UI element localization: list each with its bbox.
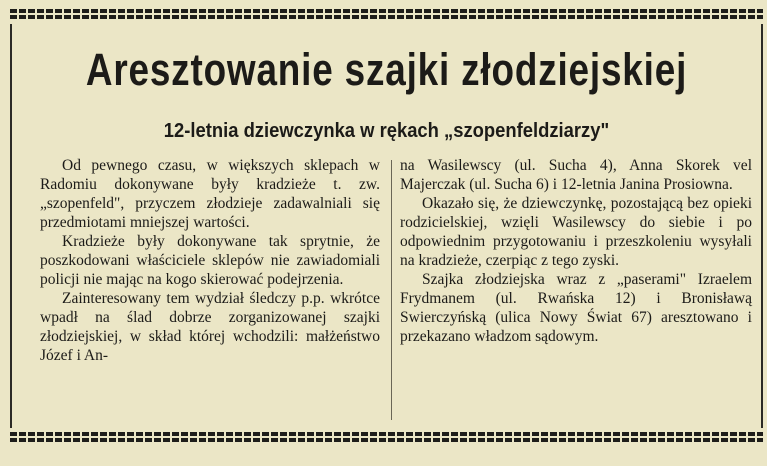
paragraph: Szajka złodziejska wraz z „paserami" Izraelem Frydmanem (ul. Rwańska 12) i Bronisławą Swierczyńską (ulica Nowy Świat 67) aresztowano i przekazano władzom sądowym. bbox=[400, 271, 752, 345]
article-headline: Aresztowanie szajki złodziejskiej bbox=[85, 44, 688, 95]
article-subheadline: 12-letnia dziewczynka w rękach „szopenfeldziarzy" bbox=[163, 120, 610, 142]
paragraph: Okazało się, że dziewczynkę, pozostającą bez opieki rodzicielskiej, wzięli Wasilewscy do siebie i po odpowiednim przygotowaniu i przeszkoleniu wysyłali na kradzieże, czerpiąc z tego zyski. bbox=[400, 195, 752, 269]
right-text-column bbox=[400, 156, 752, 346]
left-text-column bbox=[40, 156, 380, 365]
paragraph: na Wasilewscy (ul. Sucha 4), Anna Skorek vel Majerczak (ul. Sucha 6) i 12-letnia Janina Prosiowna. bbox=[400, 157, 752, 193]
paragraph: Zainteresowany tem wydział śledczy p.p. wkrótce wpadł na ślad dobrze zorganizowanej szajki złodziejskiej, w skład której wchodzili: małżeństwo Józef i An- bbox=[40, 290, 380, 364]
column-divider bbox=[391, 160, 392, 420]
paragraph: Kradzieże były dokonywane tak sprytnie, że poszkodowani właściciele sklepów nie zawiadomiali policji nie mając na kogo skierować podejrzenia. bbox=[40, 233, 380, 288]
paragraph: Od pewnego czasu, w większych sklepach w Radomiu dokonywane były kradzieże t. zw. „szopenfeld", przyczem złodzieje zadawalniali się przedmiotami mniejszej wartości. bbox=[40, 157, 380, 231]
bottom-border-rule bbox=[10, 432, 763, 442]
top-border-rule bbox=[10, 9, 763, 19]
